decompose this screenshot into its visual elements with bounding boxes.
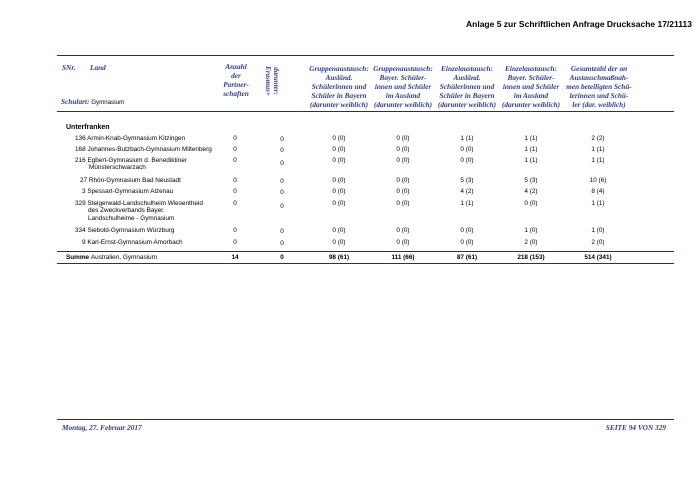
school-name: 168 Johannes-Butzbach-Gymnasium Miltenberg	[75, 146, 212, 153]
page-header: Anlage 5 zur Schriftlichen Anfrage Drucksache 17/21113	[466, 19, 692, 29]
cell-group-in: 0 (0)	[332, 239, 346, 246]
header-line: Einzelaustausch:	[441, 64, 493, 73]
cell-group-out: 0 (0)	[396, 188, 410, 195]
cell-group-out: 0 (0)	[396, 239, 410, 246]
header-line: Austauschmaßnah-	[569, 73, 629, 82]
header-line: ler (dar. weiblich)	[572, 100, 626, 109]
cell-single-in: 0 (0)	[460, 157, 474, 164]
school-name-line: 329 Steigerwald-Landschulheim Wiesentheid	[75, 200, 203, 207]
cell-group-out: 0 (0)	[396, 177, 410, 184]
cell-group-in: 0 (0)	[332, 188, 346, 195]
school-name-line: Landschulheime - Gymnasium	[88, 214, 175, 222]
cell-erasmus: 0	[280, 203, 284, 210]
sum-group-in: 98 (61)	[328, 254, 350, 261]
header-line: Schülerinnen und	[439, 82, 495, 91]
cell-total: 10 (6)	[589, 177, 607, 184]
sum-top-rule	[57, 251, 674, 252]
cell-total: 1 (1)	[591, 146, 605, 153]
footer-page-number: SEITE 94 VON 329	[605, 423, 666, 432]
cell-erasmus: 0	[280, 228, 284, 235]
header-erasmus-line: darunter:	[272, 67, 280, 95]
sum-group-out: 111 (66)	[391, 254, 415, 261]
header-line: Ausländ.	[453, 73, 481, 82]
cell-group-in: 0 (0)	[332, 157, 346, 164]
header-line: (darunter weiblich)	[437, 100, 497, 109]
cell-total: 2 (0)	[591, 239, 605, 246]
cell-partner: 0	[233, 135, 237, 142]
header-line: Gruppenaustausch:	[373, 64, 433, 73]
cell-erasmus: 0	[280, 189, 284, 196]
header-partner-line: Anzahl	[225, 62, 247, 71]
cell-total: 1 (1)	[591, 157, 605, 164]
cell-partner: 0	[233, 239, 237, 246]
header-group-in	[306, 64, 372, 109]
sum-single-in: 87 (61)	[456, 254, 478, 261]
cell-group-out: 0 (0)	[396, 157, 410, 164]
header-line: Einzelaustausch:	[505, 64, 557, 73]
schulart-value: Gymnasium	[91, 99, 125, 106]
cell-single-in: 1 (1)	[460, 200, 474, 207]
cell-total: 8 (4)	[591, 188, 605, 195]
school-name-line: Münsterschwarzach	[89, 164, 146, 172]
cell-single-in: 4 (2)	[460, 188, 474, 195]
school-name: 27 Rhön-Gymnasium Bad Neustadt	[80, 177, 181, 184]
cell-group-out: 0 (0)	[396, 146, 410, 153]
header-line: im Ausland	[385, 91, 421, 100]
cell-partner: 0	[233, 188, 237, 195]
header-single-in	[434, 64, 500, 109]
cell-single-out: 1 (1)	[524, 146, 538, 153]
header-bottom-rule	[57, 111, 674, 112]
school-name: 334 Siebold-Gymnasium Würzburg	[75, 227, 175, 234]
schulart-label: Schulart:	[61, 97, 90, 106]
cell-partner: 0	[233, 177, 237, 184]
cell-single-in: 0 (0)	[460, 239, 474, 246]
sum-partner: 14	[231, 254, 239, 261]
sum-total: 514 (341)	[584, 254, 612, 261]
header-single-out	[498, 64, 564, 109]
header-line: innen und Schüler	[502, 82, 560, 91]
header-line: (darunter weiblich)	[309, 100, 369, 109]
sum-erasmus: 0	[280, 254, 284, 261]
header-line: (darunter weiblich)	[373, 100, 433, 109]
header-line: Ausländ.	[325, 73, 353, 82]
cell-partner: 0	[233, 157, 237, 164]
cell-erasmus: 0	[280, 240, 284, 247]
header-top-rule	[57, 55, 674, 56]
header-line: lerinnen und Schü-	[569, 91, 629, 100]
cell-single-out: 1 (1)	[524, 135, 538, 142]
cell-partner: 0	[233, 227, 237, 234]
cell-erasmus: 0	[280, 136, 284, 143]
header-line: Bayer. Schüler-	[379, 73, 427, 82]
footer-rule	[57, 419, 674, 420]
header-line: (darunter weiblich)	[501, 100, 561, 109]
cell-total: 1 (0)	[591, 227, 605, 234]
header-group-out	[370, 64, 436, 109]
school-name: 136 Armin-Knab-Gymnasium Kitzingen	[75, 135, 186, 142]
header-line: Gruppenaustausch:	[309, 64, 369, 73]
cell-group-out: 0 (0)	[396, 135, 410, 142]
school-name-line: 216 Egbert-Gymnasium d. Benediktiner	[75, 157, 187, 164]
cell-single-out: 4 (2)	[524, 188, 538, 195]
header-erasmus-line: Erasmus+	[264, 66, 272, 96]
school-name	[75, 200, 231, 222]
school-name: 9 Karl-Ernst-Gymnasium Amorbach	[82, 239, 183, 246]
cell-single-out: 1 (0)	[524, 227, 538, 234]
cell-erasmus: 0	[280, 147, 284, 154]
cell-single-out: 0 (0)	[524, 200, 538, 207]
header-partner-count	[218, 62, 254, 98]
cell-single-out: 2 (0)	[524, 239, 538, 246]
cell-single-in: 5 (3)	[460, 177, 474, 184]
cell-group-in: 0 (0)	[332, 177, 346, 184]
cell-total: 1 (1)	[591, 200, 605, 207]
cell-group-in: 0 (0)	[332, 135, 346, 142]
cell-group-out: 0 (0)	[396, 227, 410, 234]
sum-label	[66, 254, 222, 261]
cell-partner: 0	[233, 200, 237, 207]
header-line: Schülerinnen und	[311, 82, 367, 91]
cell-group-out: 0 (0)	[396, 200, 410, 207]
header-line: im Ausland	[513, 91, 549, 100]
header-line: innen und Schüler	[374, 82, 432, 91]
header-line: Gesamtzahl der an	[570, 64, 628, 73]
cell-group-in: 0 (0)	[332, 146, 346, 153]
section-heading: Unterfranken	[66, 124, 110, 131]
header-partner-line: der	[231, 71, 241, 80]
school-name: 3 Spessart-Gymnasium Alzenau	[82, 188, 174, 195]
header-partner-line: Partner-	[223, 80, 249, 89]
cell-single-in: 1 (1)	[460, 135, 474, 142]
cell-single-out: 1 (1)	[524, 157, 538, 164]
cell-group-in: 0 (0)	[332, 227, 346, 234]
school-name	[75, 157, 231, 172]
cell-partner: 0	[233, 146, 237, 153]
sum-label-text: Summe	[66, 254, 90, 261]
cell-single-in: 0 (0)	[460, 146, 474, 153]
cell-erasmus: 0	[280, 178, 284, 185]
sum-bottom-rule	[57, 263, 674, 264]
cell-total: 2 (2)	[591, 135, 605, 142]
cell-group-in: 0 (0)	[332, 200, 346, 207]
header-snr: SNr.	[62, 63, 76, 72]
header-line: Schüler in Bayern	[439, 91, 495, 100]
header-land: Land	[90, 63, 106, 72]
header-total	[563, 64, 635, 109]
sum-label-scope: Australien, Gymnasium	[90, 254, 157, 261]
header-line: Bayer. Schüler-	[507, 73, 555, 82]
cell-single-out: 5 (3)	[524, 177, 538, 184]
header-erasmus	[264, 61, 280, 101]
header-schulart	[61, 97, 124, 107]
cell-single-in: 0 (0)	[460, 227, 474, 234]
footer-date: Montag, 27. Februar 2017	[62, 423, 142, 432]
sum-single-out: 218 (153)	[517, 254, 545, 261]
school-name-line: des Zweckverbands Bayer.	[88, 207, 165, 215]
header-partner-line: schaften	[223, 89, 249, 98]
header-line: Schüler in Bayern	[311, 91, 367, 100]
cell-erasmus: 0	[280, 160, 284, 167]
header-line: men beteiligten Schü-	[566, 82, 632, 91]
